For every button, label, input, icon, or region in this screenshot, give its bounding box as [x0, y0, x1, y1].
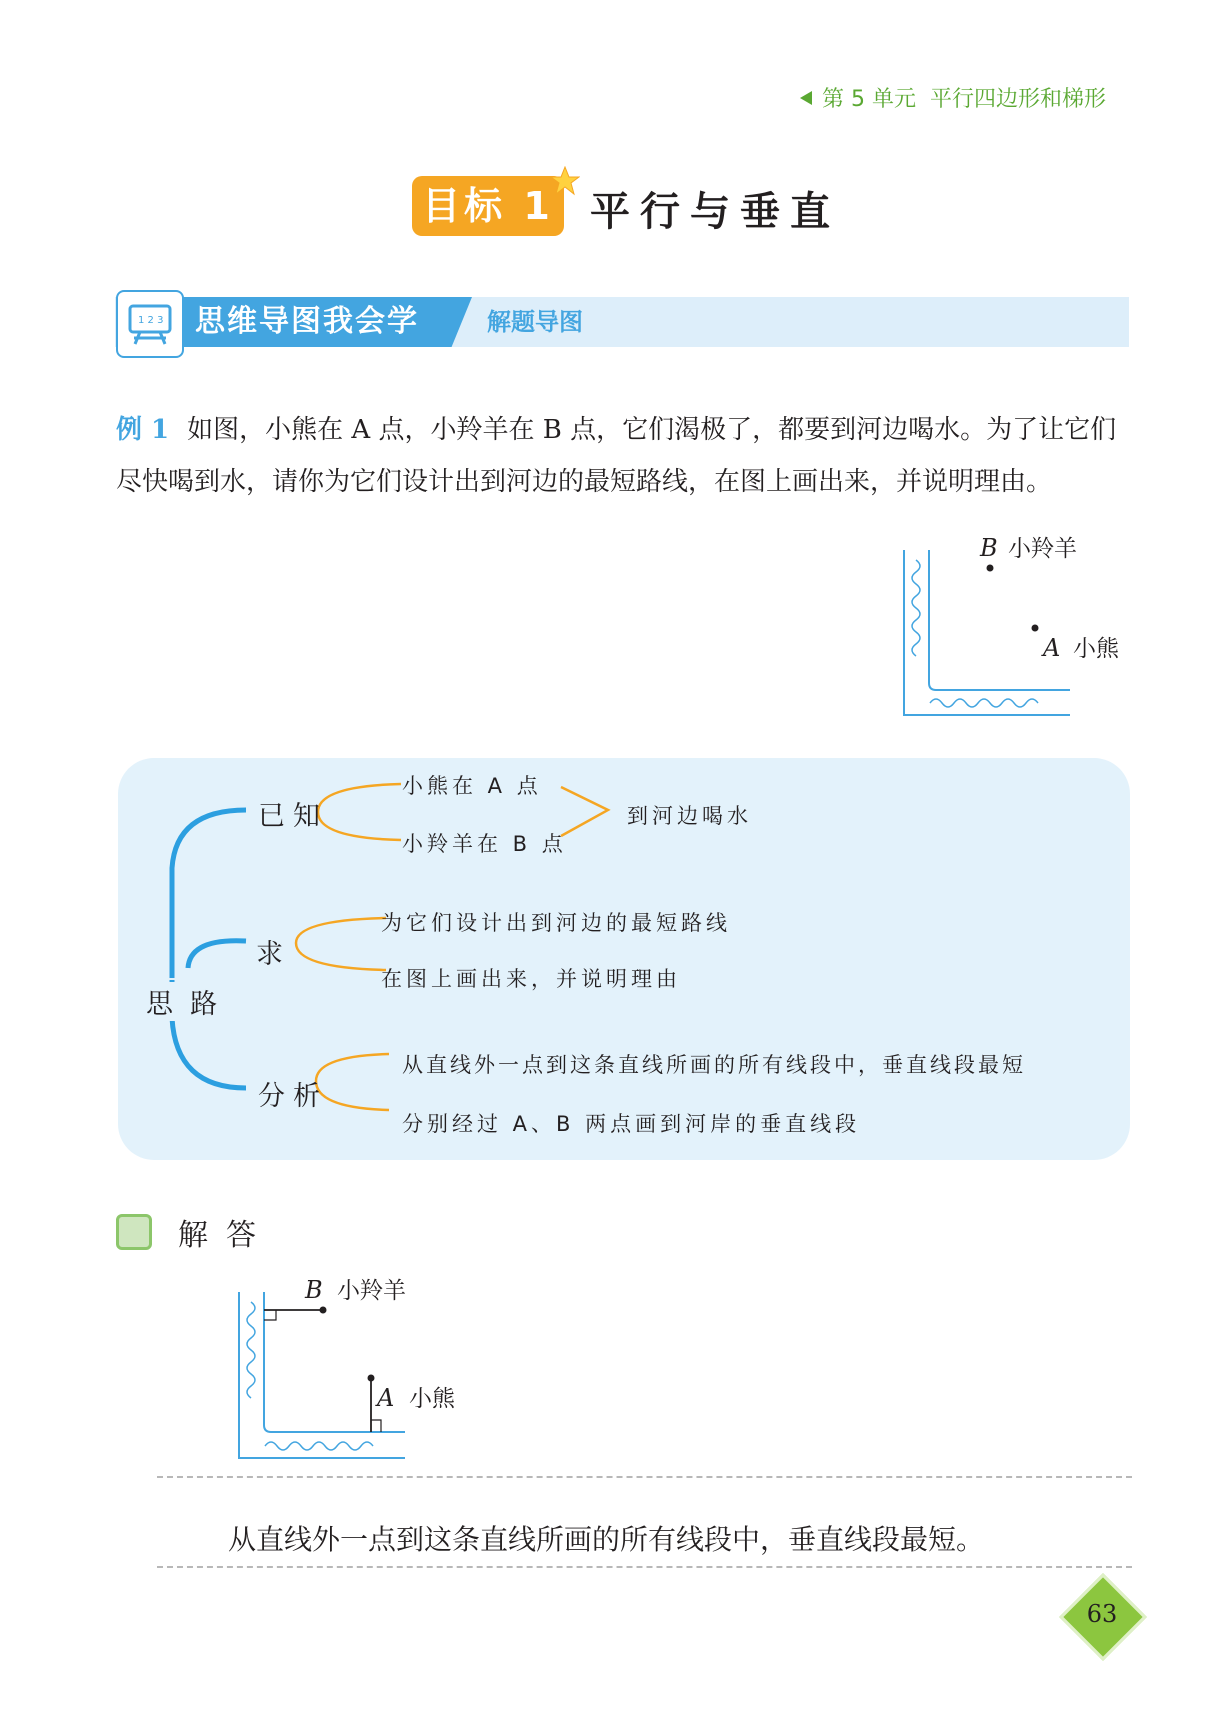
svg-text:1 2 3: 1 2 3	[138, 315, 164, 326]
point-b-label: B	[980, 534, 998, 562]
svg-text:小熊: 小熊	[409, 1386, 455, 1412]
answer-icon	[116, 1214, 152, 1250]
example-text: 如图，小熊在 A 点，小羚羊在 B 点，它们渴极了，都要到河边喝水。为了让它们尽快喝到水，请你为它们设计出到河边的最短路线，在图上画出来，并说明理由。	[116, 415, 1117, 497]
example-paragraph	[116, 404, 1130, 508]
unit-number: 第 5 单元	[822, 87, 916, 112]
mindmap-known: 已知	[258, 801, 328, 832]
point-a	[1032, 625, 1039, 632]
mindmap-seek-item-1: 为它们设计出到河边的最短路线	[381, 911, 731, 935]
mindmap-known-item-1: 小熊在 A 点	[402, 774, 542, 798]
star-icon	[550, 166, 580, 196]
point-b	[987, 565, 994, 572]
answer-line-top	[157, 1476, 1132, 1478]
answer-line-bottom	[157, 1566, 1132, 1568]
back-arrow-icon	[800, 91, 812, 105]
svg-text:A: A	[377, 1384, 395, 1412]
river-figure	[880, 520, 1140, 730]
mindmap-known-item-2: 小羚羊在 B 点	[402, 832, 567, 856]
blackboard-icon	[116, 290, 184, 358]
answer-title: 解答	[178, 1218, 274, 1253]
point-b-name: 小羚羊	[1008, 536, 1077, 562]
mindmap-analysis-item-1: 从直线外一点到这条直线所画的所有线段中，垂直线段最短	[402, 1053, 1026, 1077]
section-label: 思维导图我会学	[195, 304, 419, 339]
goal-badge: 目标 1	[412, 176, 564, 236]
answer-text: 从直线外一点到这条直线所画的所有线段中，垂直线段最短。	[228, 1523, 985, 1556]
unit-header	[800, 82, 1106, 113]
mindmap-known-result: 到河边喝水	[627, 804, 752, 828]
mindmap-seek-item-2: 在图上画出来，并说明理由	[381, 967, 681, 991]
svg-text:B: B	[305, 1276, 323, 1304]
page-number: 63	[1086, 1600, 1118, 1628]
mindmap-seek: 求	[256, 939, 283, 970]
page-title: 平行与垂直	[590, 188, 840, 235]
mindmap-analysis: 分析	[258, 1081, 328, 1112]
svg-text:小羚羊: 小羚羊	[337, 1278, 406, 1304]
mindmap-root: 思 路	[146, 982, 217, 1021]
point-a-label: A	[1043, 634, 1061, 662]
example-label: 例 1	[116, 415, 170, 445]
section-sublabel: 解题导图	[487, 308, 583, 336]
point-a-name: 小熊	[1073, 636, 1119, 662]
unit-title: 平行四边形和梯形	[929, 87, 1106, 112]
answer-figure	[225, 1268, 485, 1474]
mindmap-analysis-item-2: 分别经过 A、B 两点画到河岸的垂直线段	[402, 1112, 861, 1136]
